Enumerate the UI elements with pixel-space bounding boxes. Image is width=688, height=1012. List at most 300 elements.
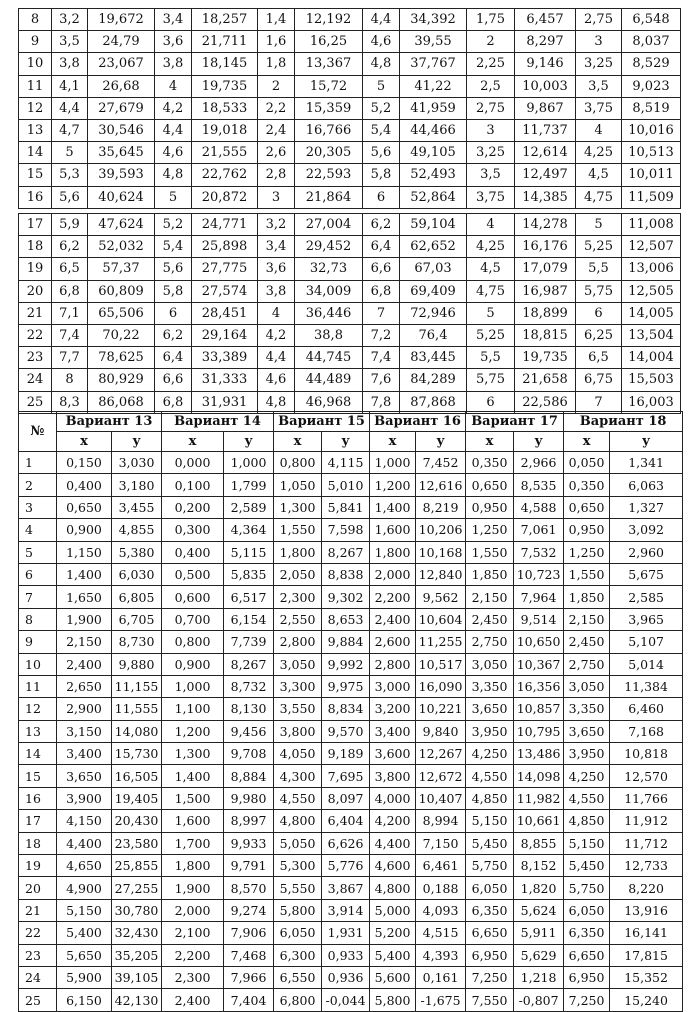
table-cell: 0,350 (564, 474, 610, 496)
table-cell: 7,2 (363, 324, 400, 346)
table-cell: 1,400 (162, 765, 224, 787)
table-cell: 1,800 (274, 541, 322, 563)
table-cell: 20,305 (295, 142, 363, 164)
table-cell: 2,400 (162, 989, 224, 1011)
table-cell: 59,104 (400, 214, 467, 236)
table-cell: 6,650 (564, 944, 610, 966)
table-cell: 6,154 (224, 608, 274, 630)
table-cell: 8,997 (224, 810, 274, 832)
table-cell: 4,000 (370, 787, 416, 809)
table-cell: 6,063 (610, 474, 683, 496)
table-cell: 1,050 (274, 474, 322, 496)
table-row (19, 142, 681, 164)
row-number-cell: 3 (19, 496, 57, 518)
table-cell: 6,2 (52, 236, 88, 258)
x-header: x (57, 432, 112, 452)
table-cell: 5,010 (322, 474, 370, 496)
table-cell: 31,333 (192, 369, 258, 391)
table-cell: 3,2 (52, 9, 88, 31)
table-row (19, 369, 681, 391)
table-cell: 7,7 (52, 347, 88, 369)
table-row (19, 119, 681, 141)
table-cell: 2,960 (610, 541, 683, 563)
table-cell: 18,145 (192, 53, 258, 75)
table-cell: 1,799 (224, 474, 274, 496)
table-cell: 13,486 (514, 743, 564, 765)
table-cell: 8,730 (112, 631, 162, 653)
row-number-cell: 21 (19, 302, 52, 324)
table-cell: 0,950 (466, 496, 514, 518)
table-cell: 27,004 (295, 214, 363, 236)
table-cell: 3,867 (322, 877, 370, 899)
table-cell: 2,600 (370, 631, 416, 653)
table-cell: 1,250 (466, 519, 514, 541)
table-cell: 5,014 (610, 653, 683, 675)
table-cell: 6 (155, 302, 192, 324)
table-cell: 44,745 (295, 347, 363, 369)
row-number-cell: 13 (19, 720, 57, 742)
table-cell: 5,450 (466, 832, 514, 854)
table-cell: 9,975 (322, 675, 370, 697)
table-cell: 5,624 (514, 899, 564, 921)
table-cell: 0,100 (162, 474, 224, 496)
table-cell: 9,880 (112, 653, 162, 675)
table-row (19, 765, 683, 787)
table-cell: 6,705 (112, 608, 162, 630)
row-number-cell: 1 (19, 452, 57, 474)
table-cell: 30,780 (112, 899, 162, 921)
table-cell: 1,75 (467, 9, 515, 31)
table-cell: 78,625 (88, 347, 155, 369)
row-number-cell: 15 (19, 765, 57, 787)
table-cell: 9,933 (224, 832, 274, 854)
table-cell: 1,000 (224, 452, 274, 474)
table-cell: 4,588 (514, 496, 564, 518)
table-cell: 2,900 (57, 698, 112, 720)
table-cell: 6,300 (274, 944, 322, 966)
table-cell: 65,506 (88, 302, 155, 324)
table-cell: 12,505 (622, 280, 681, 302)
table-cell: 2,050 (274, 563, 322, 585)
table-cell: 4,200 (370, 810, 416, 832)
table-cell: -0,807 (514, 989, 564, 1011)
table-cell: 8,519 (622, 97, 681, 119)
table-cell: 25,855 (112, 855, 162, 877)
row-number-cell: 12 (19, 698, 57, 720)
table-cell: 13,504 (622, 324, 681, 346)
table-cell: 5,750 (564, 877, 610, 899)
table-cell: 4 (576, 119, 622, 141)
table-cell: 18,533 (192, 97, 258, 119)
table-cell: 80,929 (88, 369, 155, 391)
table-row (19, 280, 681, 302)
table-row (19, 75, 681, 97)
table-cell: 6,25 (576, 324, 622, 346)
row-number-cell: 15 (19, 164, 52, 186)
row-number-cell: 16 (19, 186, 52, 208)
x-header: x (274, 432, 322, 452)
table-cell: 3,550 (274, 698, 322, 720)
row-number-cell: 17 (19, 214, 52, 236)
table-cell: 8,152 (514, 855, 564, 877)
table-cell: 2,000 (370, 563, 416, 585)
table-cell: 2,150 (466, 586, 514, 608)
table-cell: 6,548 (622, 9, 681, 31)
table-cell: 52,493 (400, 164, 467, 186)
table-cell: 8,219 (416, 496, 466, 518)
table-cell: 1,800 (370, 541, 416, 563)
table-cell: 6,050 (466, 877, 514, 899)
row-number-cell: 24 (19, 369, 52, 391)
table-cell: 7,966 (224, 966, 274, 988)
table-cell: 21,711 (192, 31, 258, 53)
table-cell: 21,555 (192, 142, 258, 164)
table-cell: 5,911 (514, 922, 564, 944)
table-cell: 3,400 (57, 743, 112, 765)
table-cell: 0,650 (564, 496, 610, 518)
table-cell: 9,274 (224, 899, 274, 921)
table-cell: 1,900 (162, 877, 224, 899)
table-cell: 2,150 (57, 631, 112, 653)
table-cell: 6,4 (363, 236, 400, 258)
table-cell: 3 (258, 186, 295, 208)
table-cell: 1,500 (162, 787, 224, 809)
table-cell: 10,168 (416, 541, 466, 563)
table-cell: 44,466 (400, 119, 467, 141)
table-cell: 2,200 (162, 944, 224, 966)
table-cell: 3,4 (155, 9, 192, 31)
table-cell: 19,735 (192, 75, 258, 97)
table-cell: 8,267 (322, 541, 370, 563)
table-cell: 5,841 (322, 496, 370, 518)
table-cell: 15,730 (112, 743, 162, 765)
table-cell: 1,850 (564, 586, 610, 608)
table-cell: 16,176 (515, 236, 576, 258)
table-cell: 16,356 (514, 675, 564, 697)
table-cell: 5,150 (57, 899, 112, 921)
table-cell: 7,150 (416, 832, 466, 854)
table-cell: 3,4 (258, 236, 295, 258)
table-cell: 3,8 (155, 53, 192, 75)
table-cell: 6,8 (52, 280, 88, 302)
table-cell: 1,000 (370, 452, 416, 474)
table-cell: 10,221 (416, 698, 466, 720)
row-number-cell: 18 (19, 236, 52, 258)
row-number-cell: 14 (19, 142, 52, 164)
table-cell: 4,6 (155, 142, 192, 164)
table-cell: 2,800 (274, 631, 322, 653)
table-cell: 32,430 (112, 922, 162, 944)
variant-15-header: Вариант 15 (274, 412, 370, 432)
table-cell: 6,2 (155, 324, 192, 346)
table-cell: 8,037 (622, 31, 681, 53)
table-cell: 3,8 (52, 53, 88, 75)
table-cell: 6,350 (564, 922, 610, 944)
table-cell: 10,795 (514, 720, 564, 742)
table-cell: 5,300 (274, 855, 322, 877)
table-cell: 2,650 (57, 675, 112, 697)
variant-header-row (19, 412, 683, 432)
table-cell: 15,72 (295, 75, 363, 97)
row-number-cell: 23 (19, 347, 52, 369)
table-cell: 8,297 (515, 31, 576, 53)
table-cell: 5,835 (224, 563, 274, 585)
row-number-cell: 25 (19, 391, 52, 413)
table-cell: 9,884 (322, 631, 370, 653)
table-cell: 0,700 (162, 608, 224, 630)
table-cell: 2,450 (564, 631, 610, 653)
table-cell: 18,899 (515, 302, 576, 324)
table-cell: 9,867 (515, 97, 576, 119)
table-cell: 7,906 (224, 922, 274, 944)
table-cell: 1,550 (564, 563, 610, 585)
table-cell: 2,800 (370, 653, 416, 675)
table-cell: 39,105 (112, 966, 162, 988)
table-cell: 0,350 (466, 452, 514, 474)
table-cell: 3,050 (274, 653, 322, 675)
table-cell: 4,550 (564, 787, 610, 809)
table-cell: 4,2 (155, 97, 192, 119)
table-cell: 4,8 (363, 53, 400, 75)
table-cell: 3,300 (274, 675, 322, 697)
table-row (19, 810, 683, 832)
row-number-cell: 8 (19, 9, 52, 31)
table-cell: 29,452 (295, 236, 363, 258)
table-cell: 15,240 (610, 989, 683, 1011)
table-cell: 2 (258, 75, 295, 97)
table-cell: 4,400 (370, 832, 416, 854)
table-cell: 9,791 (224, 855, 274, 877)
table-cell: 4,850 (466, 787, 514, 809)
table-cell: 11,255 (416, 631, 466, 653)
table-cell: 1,200 (162, 720, 224, 742)
table-row (19, 698, 683, 720)
table-cell: 4,650 (57, 855, 112, 877)
table-row (19, 519, 683, 541)
table-cell: 2,750 (564, 653, 610, 675)
table-row (19, 720, 683, 742)
table-cell: 1,000 (162, 675, 224, 697)
table-cell: 1,250 (564, 541, 610, 563)
table-cell: 9,992 (322, 653, 370, 675)
table-cell: 27,679 (88, 97, 155, 119)
table-cell: 5,400 (370, 944, 416, 966)
table-cell: 72,946 (400, 302, 467, 324)
table-cell: 4 (258, 302, 295, 324)
table-cell: 1,800 (162, 855, 224, 877)
row-number-cell: 2 (19, 474, 57, 496)
table-row (19, 186, 681, 208)
table-cell: 7,168 (610, 720, 683, 742)
table-cell: 5,6 (52, 186, 88, 208)
table-cell: 12,267 (416, 743, 466, 765)
table-cell: 6,5 (52, 258, 88, 280)
table-row (19, 899, 683, 921)
table-cell: 47,624 (88, 214, 155, 236)
table-cell: 2,589 (224, 496, 274, 518)
table-cell: 16,25 (295, 31, 363, 53)
table-cell: 15,359 (295, 97, 363, 119)
table-cell: 2,150 (564, 608, 610, 630)
x-header: x (370, 432, 416, 452)
table-cell: 4,364 (224, 519, 274, 541)
table-cell: 5,650 (57, 944, 112, 966)
table-cell: 3,25 (467, 142, 515, 164)
table-cell: 3,75 (576, 97, 622, 119)
table-cell: 12,733 (610, 855, 683, 877)
table-cell: 9,189 (322, 743, 370, 765)
table-row (19, 214, 681, 236)
table-cell: 3,600 (370, 743, 416, 765)
table-cell: 4,25 (467, 236, 515, 258)
row-number-cell: 9 (19, 31, 52, 53)
table-cell: 5,107 (610, 631, 683, 653)
table-cell: 4,300 (274, 765, 322, 787)
table-cell: 8,834 (322, 698, 370, 720)
table-cell: 3,950 (466, 720, 514, 742)
table-cell: 11,766 (610, 787, 683, 809)
table-row (19, 391, 681, 413)
row-number-cell: 6 (19, 563, 57, 585)
table-cell: 2,8 (258, 164, 295, 186)
row-number-cell: 11 (19, 675, 57, 697)
table-cell: 3,650 (564, 720, 610, 742)
table-cell: 8,097 (322, 787, 370, 809)
table-cell: 0,800 (274, 452, 322, 474)
table-cell: 10,407 (416, 787, 466, 809)
table-cell: 6,2 (363, 214, 400, 236)
row-number-cell: 4 (19, 519, 57, 541)
table-row (19, 608, 683, 630)
row-number-cell: 13 (19, 119, 52, 141)
table-cell: 1,820 (514, 877, 564, 899)
table-cell: 2,966 (514, 452, 564, 474)
table-cell: 8,994 (416, 810, 466, 832)
table-cell: 6,150 (57, 989, 112, 1011)
table-cell: 2,585 (610, 586, 683, 608)
table-row (19, 9, 681, 31)
table-cell: 9,562 (416, 586, 466, 608)
table-cell: 6 (467, 391, 515, 413)
table-cell: 11,982 (514, 787, 564, 809)
table-cell: 4,75 (576, 186, 622, 208)
table-cell: 16,003 (622, 391, 681, 413)
table-cell: 9,023 (622, 75, 681, 97)
table-cell: 5,4 (363, 119, 400, 141)
table-cell: 4,400 (57, 832, 112, 854)
table-cell: 4,2 (258, 324, 295, 346)
table-cell: 1,4 (258, 9, 295, 31)
table-cell: 6,461 (416, 855, 466, 877)
table-cell: 1,150 (57, 541, 112, 563)
table-cell: 2,550 (274, 608, 322, 630)
row-number-cell: 14 (19, 743, 57, 765)
table-cell: 3,6 (155, 31, 192, 53)
table-cell: 2,25 (467, 53, 515, 75)
table-cell: 4,515 (416, 922, 466, 944)
table-cell: 12,570 (610, 765, 683, 787)
table-cell: 6,517 (224, 586, 274, 608)
table-cell: 9,570 (322, 720, 370, 742)
table-cell: 5,150 (564, 832, 610, 854)
table-cell: 40,624 (88, 186, 155, 208)
table-cell: 0,400 (57, 474, 112, 496)
table-cell: 1,341 (610, 452, 683, 474)
table-cell: 4,550 (466, 765, 514, 787)
table-cell: 70,22 (88, 324, 155, 346)
table-cell: 3,455 (112, 496, 162, 518)
table-cell: 8,535 (514, 474, 564, 496)
table-cell: 8,732 (224, 675, 274, 697)
table-cell: 11,155 (112, 675, 162, 697)
table-cell: 20,430 (112, 810, 162, 832)
row-number-cell: 8 (19, 608, 57, 630)
table-cell: 5,9 (52, 214, 88, 236)
row-number-cell: 18 (19, 832, 57, 854)
table-cell: 5,25 (467, 324, 515, 346)
table-cell: 2,450 (466, 608, 514, 630)
table-cell: 5,629 (514, 944, 564, 966)
table-cell: 4,855 (112, 519, 162, 541)
table-cell: 32,73 (295, 258, 363, 280)
table-cell: 5,675 (610, 563, 683, 585)
table-cell: 5,8 (155, 280, 192, 302)
table-cell: 5,750 (466, 855, 514, 877)
table-cell: 1,200 (370, 474, 416, 496)
table-cell: 7,468 (224, 944, 274, 966)
table-row (19, 743, 683, 765)
table-cell: 4,250 (564, 765, 610, 787)
table-cell: 9,708 (224, 743, 274, 765)
table-cell: 6,030 (112, 563, 162, 585)
table-cell: 34,392 (400, 9, 467, 31)
row-number-cell: 24 (19, 966, 57, 988)
table-cell: 5,115 (224, 541, 274, 563)
table-cell: 3,000 (370, 675, 416, 697)
table-cell: 6,650 (466, 922, 514, 944)
table-cell: 84,289 (400, 369, 467, 391)
table-cell: 76,4 (400, 324, 467, 346)
x-header: x (466, 432, 514, 452)
table-cell: 6,800 (274, 989, 322, 1011)
data-table-rows-17-25 (18, 213, 681, 414)
table-cell: 7,8 (363, 391, 400, 413)
table-cell: 10,661 (514, 810, 564, 832)
table-cell: 4,393 (416, 944, 466, 966)
table-cell: 5,550 (274, 877, 322, 899)
table-row (19, 474, 683, 496)
table-cell: 7,550 (466, 989, 514, 1011)
variant-16-header: Вариант 16 (370, 412, 466, 432)
table-cell: 2,300 (162, 966, 224, 988)
table-cell: 31,931 (192, 391, 258, 413)
table-cell: 12,616 (416, 474, 466, 496)
table-cell: 5,800 (370, 989, 416, 1011)
table-cell: 6,457 (515, 9, 576, 31)
table-cell: 2,400 (370, 608, 416, 630)
table-cell: 8,838 (322, 563, 370, 585)
table-row (19, 922, 683, 944)
table-cell: 22,593 (295, 164, 363, 186)
row-number-cell: 17 (19, 810, 57, 832)
table-cell: 5,6 (155, 258, 192, 280)
table-cell: 10,206 (416, 519, 466, 541)
table-cell: 3,350 (466, 675, 514, 697)
data-table-rows-8-16 (18, 8, 681, 209)
table-cell: 14,385 (515, 186, 576, 208)
table-row (19, 31, 681, 53)
table-cell: 3,6 (258, 258, 295, 280)
